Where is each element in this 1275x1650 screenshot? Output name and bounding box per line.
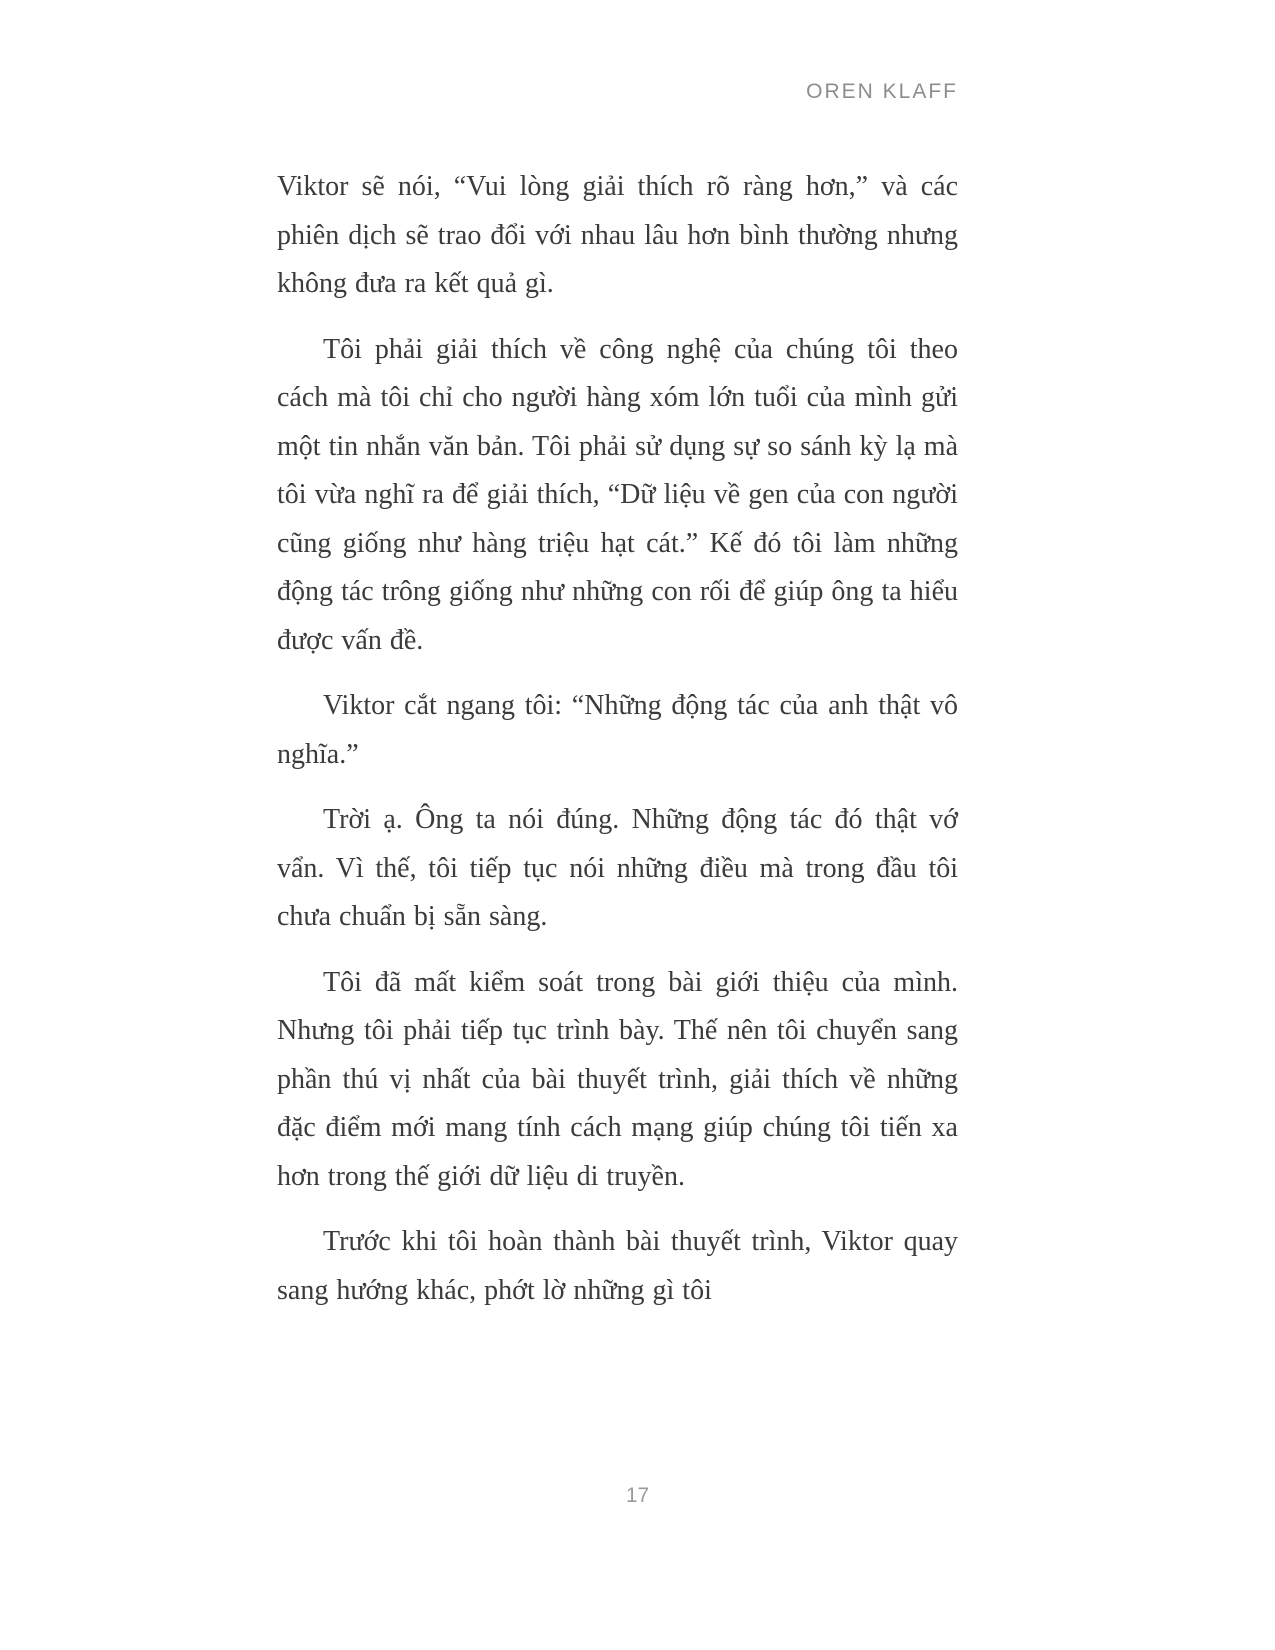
paragraph: Tôi phải giải thích về công nghệ của chúng tôi theo cách mà tôi chỉ cho người hàng xóm lớn tuổi của mình gửi một tin nhắn văn bản. Tôi phải sử dụng sự so sánh kỳ lạ mà tôi vừa nghĩ ra để giải thích, “Dữ liệu về gen của con người cũng giống như hàng triệu hạt cát.” Kế đó tôi làm những động tác trông giống như những con rối để giúp ông ta hiểu được vấn đề. [277,333,958,656]
paragraph: Tôi đã mất kiểm soát trong bài giới thiệu của mình. Nhưng tôi phải tiếp tục trình bày. Thế nên tôi chuyển sang phần thú vị nhất của bài thuyết trình, giải thích về những đặc điểm mới mang tính cách mạng giúp chúng tôi tiến xa hơn trong thế giới dữ liệu di truyền. [277,966,958,1192]
running-header-author: OREN KLAFF [806,80,958,103]
paragraph: Viktor cắt ngang tôi: “Những động tác của anh thật vô nghĩa.” [277,690,958,770]
paragraph: Trước khi tôi hoàn thành bài thuyết trình, Viktor quay sang hướng khác, phớt lờ những gì tôi [277,1226,958,1306]
page-number: 17 [625,1484,650,1507]
body-text [277,163,958,1332]
paragraph: Trời ạ. Ông ta nói đúng. Những động tác đó thật vớ vẩn. Vì thế, tôi tiếp tục nói những điều mà trong đầu tôi chưa chuẩn bị sẵn sàng. [277,804,958,932]
paragraph: Viktor sẽ nói, “Vui lòng giải thích rõ ràng hơn,” và các phiên dịch sẽ trao đổi với nhau lâu hơn bình thường nhưng không đưa ra kết quả gì. [277,171,958,299]
